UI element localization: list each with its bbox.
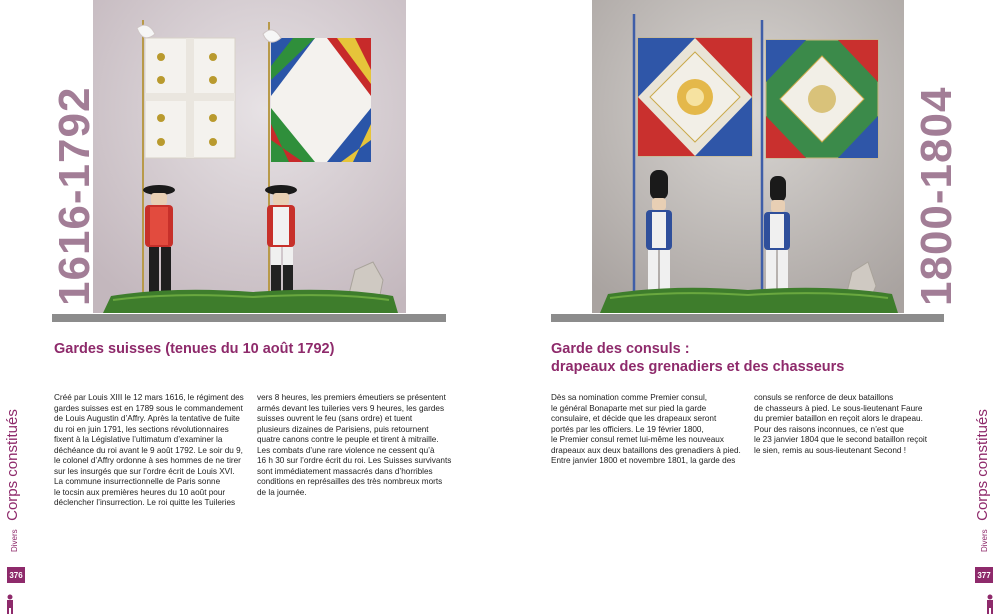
- photo-divider-left: [52, 314, 446, 322]
- text-line: 16 h 30 sur l’ordre écrit du roi. Les Suisses survivants: [257, 456, 452, 465]
- text-column-right-1: [551, 393, 751, 467]
- text-line: déchéance du roi avant le 9 août 1792. Le soir du 9,: [54, 445, 243, 455]
- text-line: drapeaux aux deux bataillons des grenadiers à pied.: [551, 445, 741, 455]
- text-line: Créé par Louis XIII le 12 mars 1616, le régiment des: [54, 393, 244, 402]
- text-line: sont immédiatement massacrés dans d’horribles: [257, 466, 433, 476]
- text-line: portés par les officiers. Le 19 février 1800,: [551, 424, 704, 434]
- text-line: conditions en représailles des très nombreux morts: [257, 477, 443, 486]
- text-line: le tocsin aux premières heures du 10 août pour: [54, 487, 226, 497]
- text-line: Dès sa nomination comme Premier consul,: [551, 393, 708, 402]
- section-small-label: Divers: [10, 529, 19, 552]
- text-line: sur les insurgés que sur l’ordre écrit de Louis XVI.: [54, 466, 235, 476]
- page-number-right: 377: [975, 567, 993, 583]
- text-line: consulaire, et décide que les drapeaux seront: [551, 414, 717, 423]
- text-line: suisses ouvrent le feu (sans ordre) et tuent: [257, 414, 413, 423]
- section-title-line2: drapeaux des grenadiers et des chasseurs: [551, 359, 845, 375]
- text-line: Les combats d’une rare violence ne cessent qu’à: [257, 445, 435, 455]
- text-line: le colonel d’Affry ordonne à ses hommes de ne tirer: [54, 456, 241, 465]
- text-line: La commune insurrectionnelle de Paris sonne: [54, 477, 221, 486]
- section-title-line1: Garde des consuls :: [551, 341, 690, 357]
- text-line: du premier bataillon en reçoit alors le drapeau.: [754, 414, 923, 423]
- soldier-figure-icon: [3, 594, 17, 614]
- text-line: Entre janvier 1800 et novembre 1801, la garde des: [551, 456, 736, 465]
- text-line: consuls se renforce de deux bataillons: [754, 393, 894, 402]
- consular-guard-photo: [592, 0, 904, 313]
- text-line: Pour des raisons inconnues, ce n’est que: [754, 424, 904, 434]
- text-line: quatre canons contre le peuple et tirent à mitraille.: [257, 435, 439, 444]
- text-line: vers 8 heures, les premiers émeutiers se présentent: [257, 393, 446, 402]
- section-title-right: [551, 340, 941, 376]
- text-column-left-1: [54, 393, 254, 509]
- text-column-left-2: [257, 393, 453, 498]
- page-number-left: 376: [7, 567, 25, 583]
- text-line: de chasseurs à pied. Le sous-lieutenant Faure: [754, 403, 923, 413]
- text-line: de Louis Augustin d’Affry. Après la tentative de fuite: [54, 414, 240, 423]
- section-big-label: Corps constitués: [4, 409, 21, 521]
- text-line: le sien, remis au sous-lieutenant Second !: [754, 445, 907, 455]
- section-big-label: Corps constitués: [974, 409, 991, 521]
- year-range-right: 1800-1804: [912, 86, 961, 306]
- text-line: le général Bonaparte met sur pied la garde: [551, 403, 707, 413]
- photo-divider-right: [551, 314, 944, 322]
- text-line: de la journée.: [257, 487, 307, 497]
- text-line: déclencher l’insurrection. Le roi quitte les Tuileries: [54, 498, 236, 507]
- text-line: armés devant les tuileries vers 9 heures, les gardes: [257, 403, 445, 413]
- section-label-right: [974, 409, 992, 552]
- section-small-label: Divers: [980, 529, 989, 552]
- text-line: gardes suisses est en 1789 sous le commandement: [54, 403, 243, 413]
- section-label-left: [4, 409, 22, 552]
- year-range-left: 1616-1792: [50, 86, 99, 306]
- text-line: le Premier consul remet lui-même les nouveaux: [551, 435, 724, 444]
- swiss-guards-photo: [93, 0, 406, 313]
- text-line: plusieurs dizaines de Parisiens, puis retournent: [257, 424, 429, 434]
- soldier-figure-icon: [983, 594, 997, 614]
- section-title-left: Gardes suisses (tenues du 10 août 1792): [54, 341, 335, 357]
- text-line: du roi en juin 1791, les sections révolutionnaires: [54, 424, 229, 434]
- text-column-right-2: [754, 393, 950, 456]
- text-line: fixent à la Législative l’ultimatum d’examiner la: [54, 435, 223, 444]
- text-line: le 23 janvier 1804 que le second bataillon reçoit: [754, 435, 927, 444]
